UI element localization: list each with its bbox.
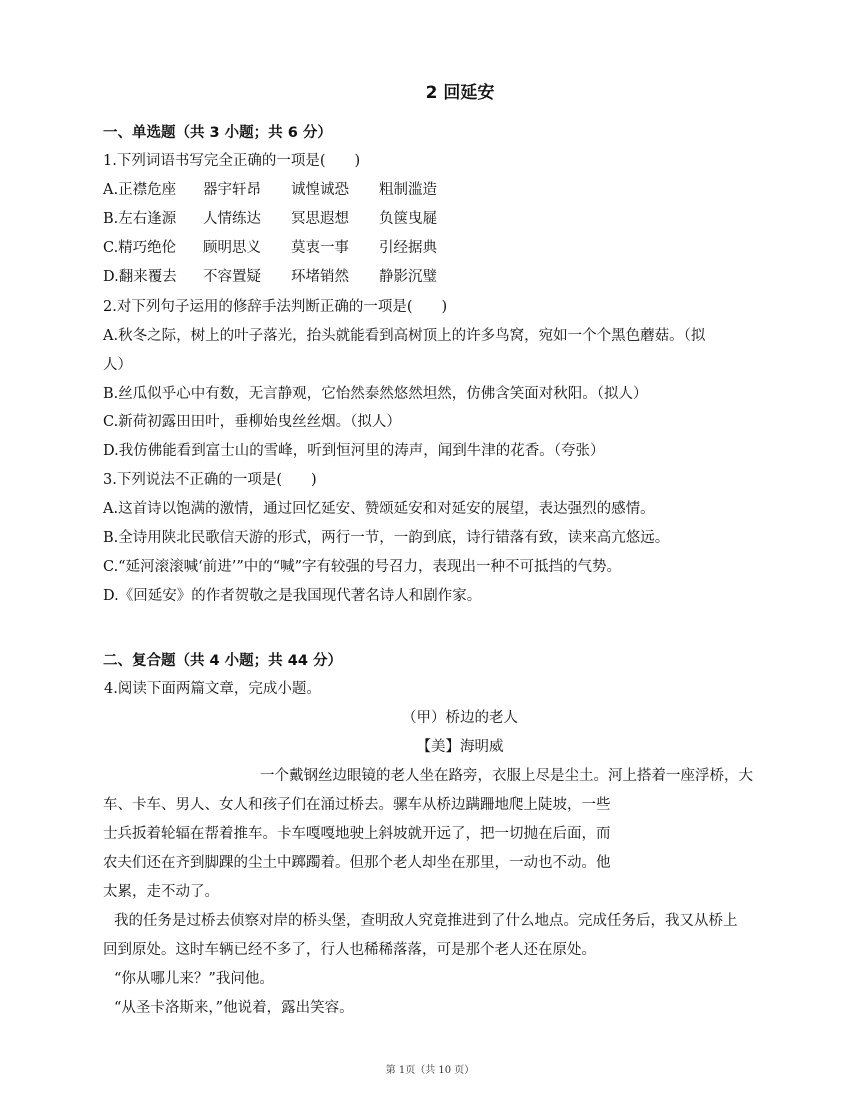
passage-paragraph-4: “从圣卡洛斯来，”他说着，露出笑容。 xyxy=(114,1000,354,1016)
option-word: 负箧曳屣 xyxy=(379,211,437,227)
passage-paragraph-1: 车、卡车、男人、女人和孩子们在涌过桥去。骡车从桥边蹒跚地爬上陡坡，一些 xyxy=(103,797,611,813)
passage-author: 【美】海明威 xyxy=(416,739,504,755)
option-word: 不容置疑 xyxy=(203,269,261,285)
option-word: 器宇轩昂 xyxy=(203,182,261,198)
question-2-option-a-cont: 人） xyxy=(103,357,132,373)
option-word: 顾明思义 xyxy=(203,240,261,256)
option-word: D.翻来覆去 xyxy=(103,269,177,285)
option-word: 静影沉璧 xyxy=(379,269,437,285)
option-word: 诚惶诚恐 xyxy=(291,182,349,198)
passage-paragraph-2: 我的任务是过桥去侦察对岸的桥头堡，查明敌人究竟推进到了什么地点。完成任务后，我又从桥上 xyxy=(114,913,738,929)
question-1-option-b xyxy=(103,209,469,229)
option-word: 人情练达 xyxy=(203,211,261,227)
question-1-option-c xyxy=(103,238,469,258)
question-4-stem: 4.阅读下面两篇文章，完成小题。 xyxy=(104,681,321,697)
option-word: 莫衷一事 xyxy=(291,240,349,256)
question-2-option-b: B.丝瓜似乎心中有数，无言静观，它怡然泰然悠然坦然，仿佛含笑面对秋阳。（拟人） xyxy=(103,386,648,402)
question-3-option-b: B.全诗用陕北民歌信天游的形式，两行一节，一韵到底，诗行错落有致，读来高亢悠远。 xyxy=(103,530,670,546)
option-word: 粗制滥造 xyxy=(379,182,437,198)
question-2-option-c: C.新荷初露田田叶，垂柳始曳丝丝烟。（拟人） xyxy=(103,414,401,430)
page-footer: 第 1页（共 10 页） xyxy=(385,1065,475,1076)
option-word: A.正襟危座 xyxy=(103,182,177,198)
passage-paragraph-1: 太累，走不动了。 xyxy=(103,884,219,900)
section-heading-single-choice: 一、单选题（共 3 小题；共 6 分） xyxy=(103,125,332,141)
question-3-stem: 3.下列说法不正确的一项是( ) xyxy=(103,472,317,488)
question-2-option-d: D.我仿佛能看到富士山的雪峰，听到恒河里的涛声，闻到牛津的花香。（夸张） xyxy=(103,443,605,459)
option-word: C.精巧绝伦 xyxy=(103,240,177,256)
question-3-option-c: C.“延河滚滚喊‘前进’”中的“喊”字有较强的号召力，表现出一种不可抵挡的气势。 xyxy=(103,559,622,575)
option-word: 冥思遐想 xyxy=(291,211,349,227)
passage-paragraph-3: “你从哪儿来？”我问他。 xyxy=(114,971,274,987)
document-title: 2 回延安 xyxy=(425,83,495,103)
passage-paragraph-1: 士兵扳着轮辐在帮着推车。卡车嘎嘎地驶上斜坡就开远了，把一切抛在后面，而 xyxy=(103,826,611,842)
passage-paragraph-1: 一个戴钢丝边眼镜的老人坐在路旁，衣服上尽是尘土。河上搭着一座浮桥，大 xyxy=(260,768,753,784)
option-word: 环堵销然 xyxy=(291,269,349,285)
question-1-option-d xyxy=(103,267,469,287)
question-2-option-a: A.秋冬之际，树上的叶子落光，抬头就能看到高树顶上的许多鸟窝，宛如一个个黑色蘑菇。（拟 xyxy=(103,328,706,344)
question-3-option-d: D.《回延安》的作者贺敬之是我国现代著名诗人和剧作家。 xyxy=(103,588,482,604)
question-1-stem: 1.下列词语书写完全正确的一项是( ) xyxy=(103,153,361,169)
section-heading-composite: 二、复合题（共 4 小题；共 44 分） xyxy=(103,653,342,669)
option-word: 引经据典 xyxy=(379,240,437,256)
passage-paragraph-2: 回到原处。这时车辆已经不多了，行人也稀稀落落，可是那个老人还在原处。 xyxy=(103,942,596,958)
passage-title: （甲）桥边的老人 xyxy=(402,710,518,726)
question-2-stem: 2.对下列句子运用的修辞手法判断正确的一项是( ) xyxy=(103,299,448,315)
question-1-option-a xyxy=(103,180,469,200)
passage-paragraph-1: 农夫们还在齐到脚踝的尘土中踯躅着。但那个老人却坐在那里，一动也不动。他 xyxy=(103,855,611,871)
option-word: B.左右逢源 xyxy=(103,211,177,227)
question-3-option-a: A.这首诗以饱满的激情，通过回忆延安、赞颂延安和对延安的展望，表达强烈的感情。 xyxy=(103,501,655,517)
